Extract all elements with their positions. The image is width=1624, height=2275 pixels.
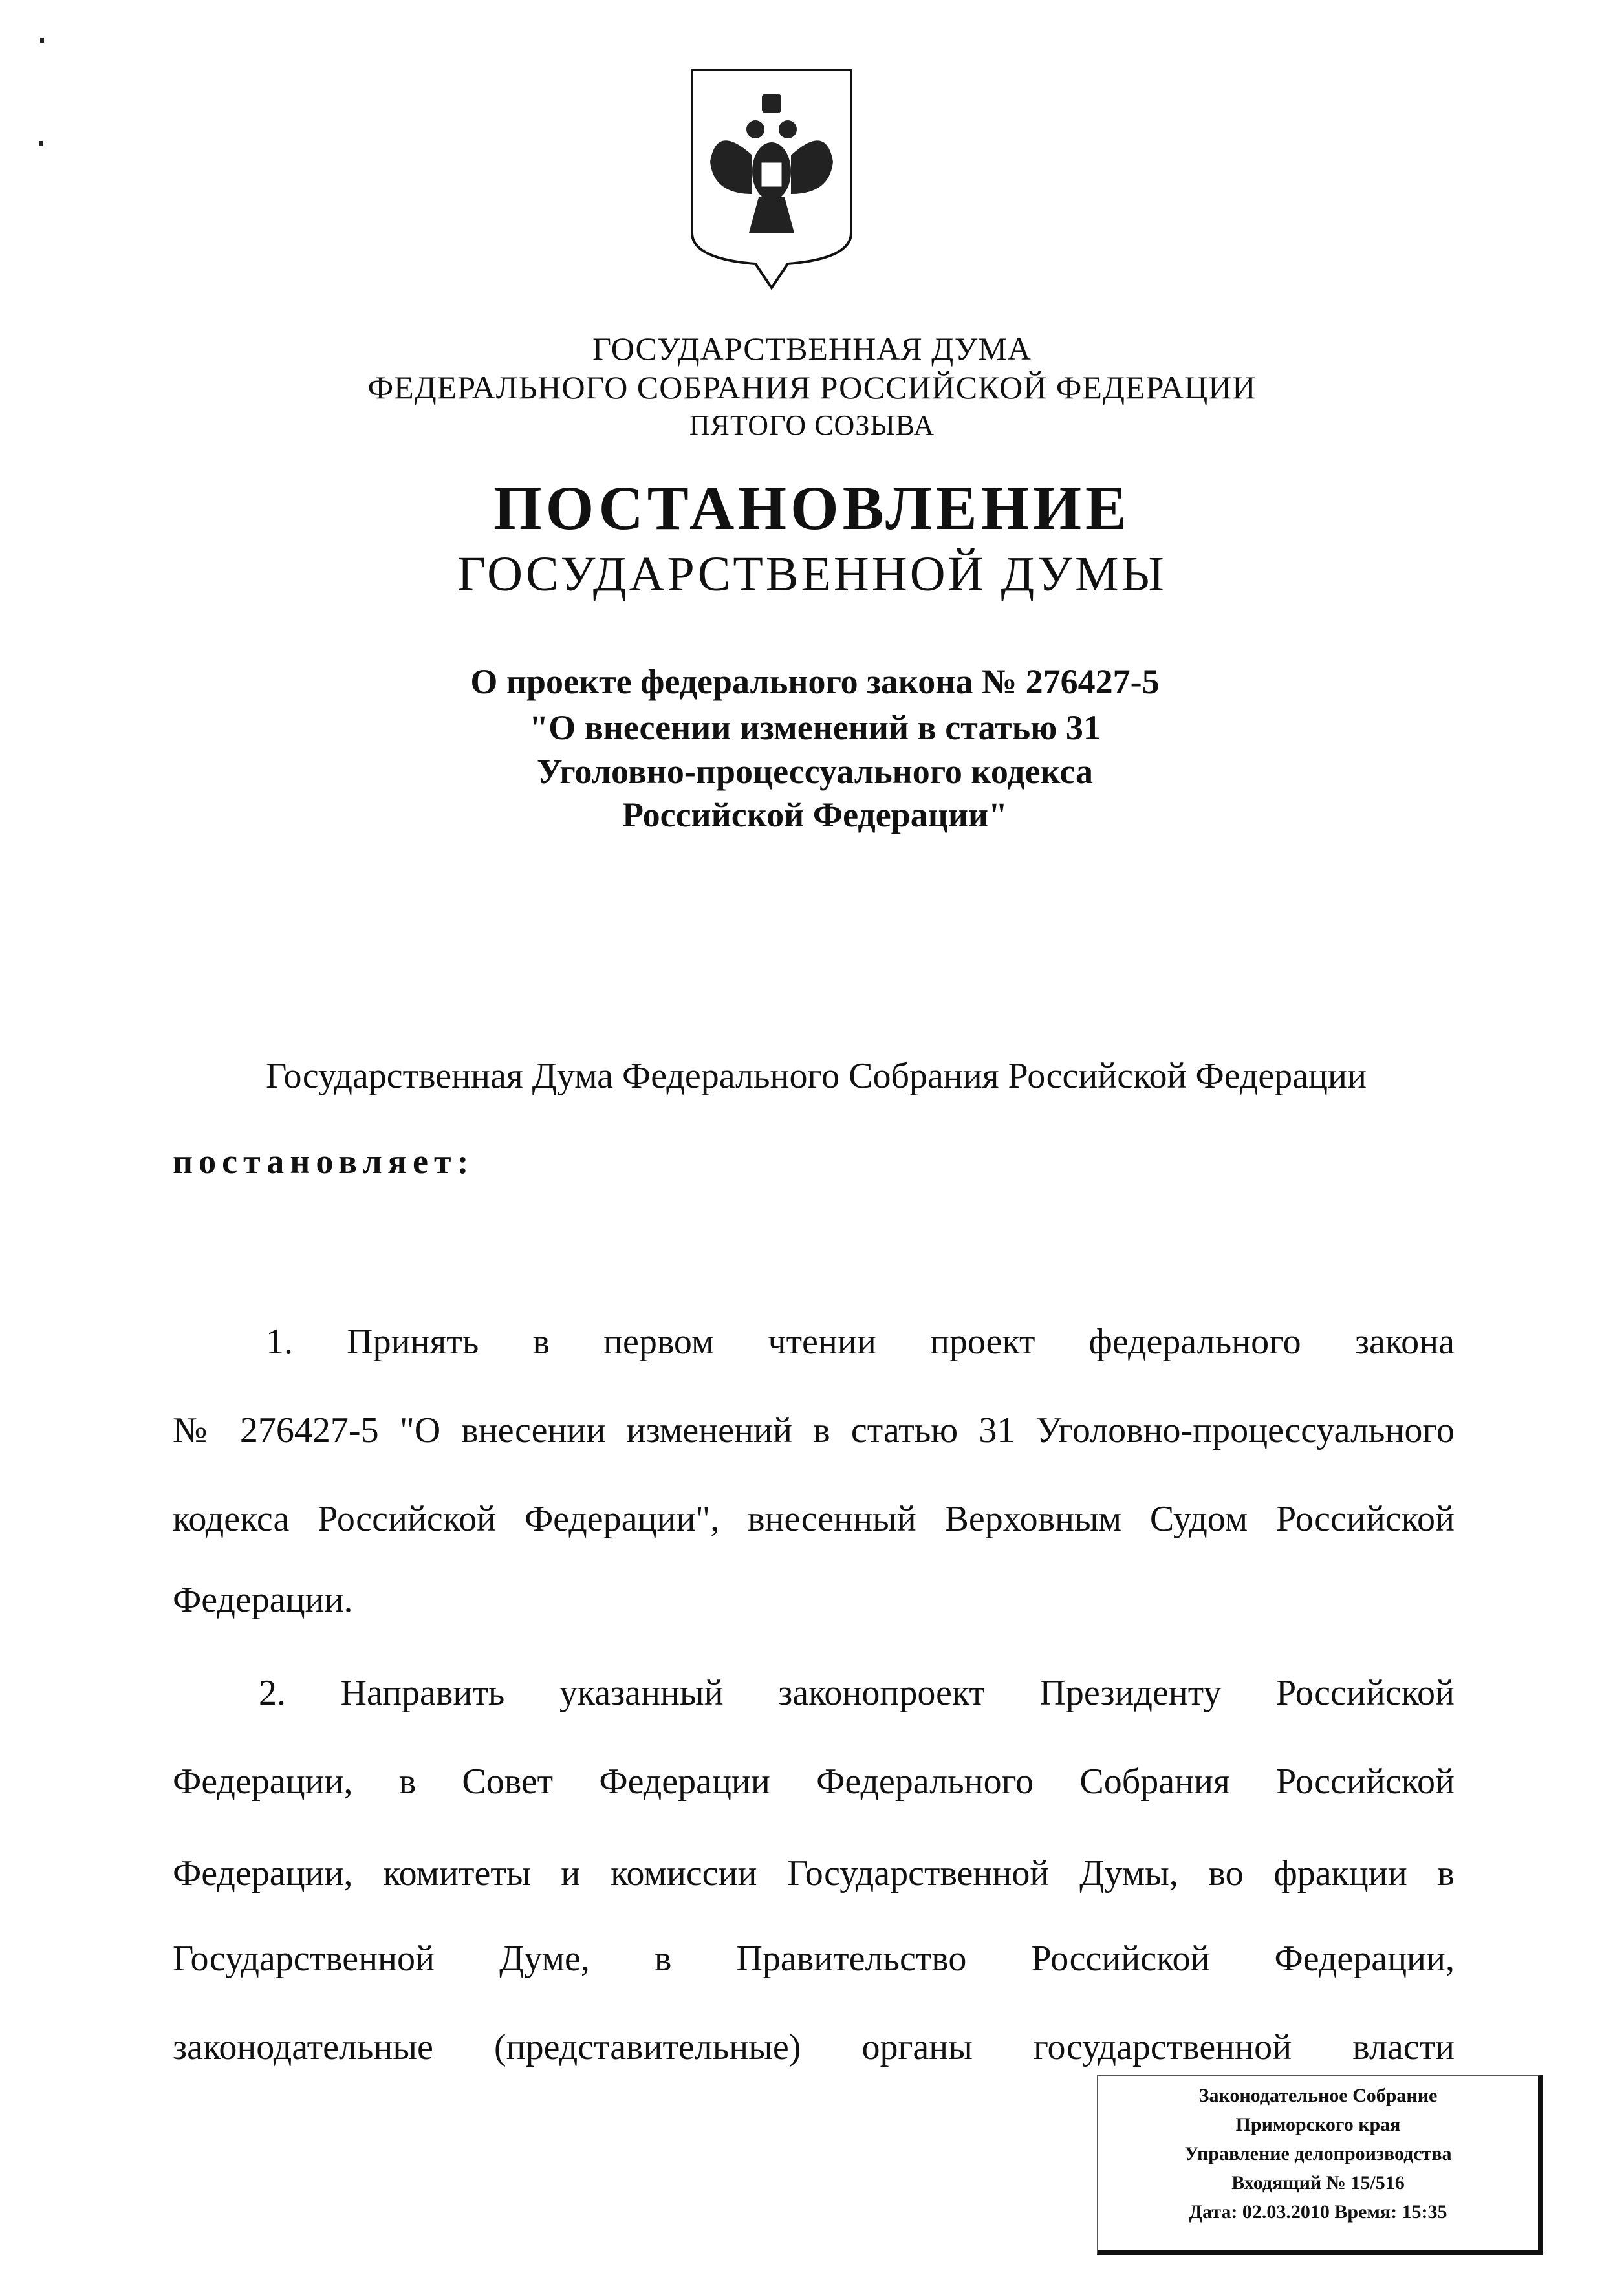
header-line-convocation: ПЯТОГО СОЗЫВА xyxy=(689,409,935,441)
subject-line: Российской Федерации" xyxy=(622,795,1008,834)
paragraph-1-line: Федерации. xyxy=(173,1580,353,1620)
paragraph-2-line: Государственной Думе, в Правительство Российской Федерации, xyxy=(173,1939,1455,1979)
preamble: Государственная Дума Федерального Собрания Российской Федерации xyxy=(266,1056,1367,1096)
header-line-duma: ГОСУДАРСТВЕННАЯ ДУМА xyxy=(592,330,1032,367)
paragraph-2-line: 2. Направить указанный законопроект Президенту Российской xyxy=(259,1673,1455,1713)
subject-line: Уголовно-процессуального кодекса xyxy=(537,752,1093,791)
scan-speck xyxy=(39,141,43,146)
paragraph-2-line: Федерации, в Совет Федерации Федерального Собрания Российской xyxy=(173,1762,1455,1802)
stamp-department: Управление делопроизводства xyxy=(1184,2143,1452,2164)
paragraph-2-line: законодательные (представительные) органы государственной власти xyxy=(173,2027,1455,2067)
document-title: ПОСТАНОВЛЕНИЕ xyxy=(493,473,1131,543)
paragraph-2-line: Федерации, комитеты и комиссии Государственной Думы, во фракции в xyxy=(173,1853,1455,1893)
paragraph-1-line: № 276427-5 "О внесении изменений в статью 31 Уголовно-процессуального xyxy=(173,1410,1455,1450)
resolves-label: постановляет: xyxy=(173,1142,475,1181)
coat-of-arms-emblem xyxy=(684,65,859,291)
scan-speck xyxy=(40,38,44,43)
stamp-organization: Законодательное Собрание xyxy=(1198,2085,1438,2106)
subject-line: "О внесении изменений в статью 31 xyxy=(529,708,1101,747)
paragraph-1-line: 1. Принять в первом чтении проект федерального закона xyxy=(266,1322,1455,1362)
registration-stamp xyxy=(1097,2075,1543,2255)
stamp-datetime: Дата: 02.03.2010 Время: 15:35 xyxy=(1189,2201,1447,2223)
stamp-region: Приморского края xyxy=(1235,2114,1401,2135)
paragraph-1-line: кодекса Российской Федерации", внесенный Верховным Судом Российской xyxy=(173,1499,1455,1539)
stamp-incoming-number: Входящий № 15/516 xyxy=(1231,2172,1405,2194)
document-subtitle: ГОСУДАРСТВЕННОЙ ДУМЫ xyxy=(457,547,1167,601)
subject-line: О проекте федерального закона № 276427-5 xyxy=(470,662,1160,701)
header-line-assembly: ФЕДЕРАЛЬНОГО СОБРАНИЯ РОССИЙСКОЙ ФЕДЕРАЦИИ xyxy=(367,369,1257,405)
